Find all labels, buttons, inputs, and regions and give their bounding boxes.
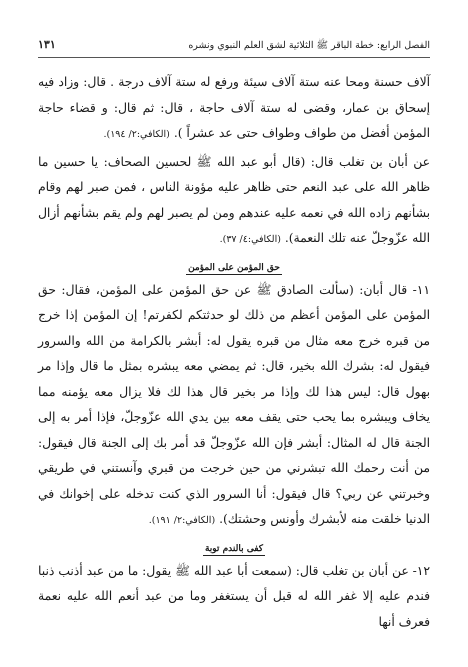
- paragraph-hadith-aban: [38, 150, 430, 253]
- citation: (الكافي:٤/ ٣٧).: [219, 234, 281, 245]
- document-page: [38, 38, 430, 657]
- paragraph-text: عن أبان بن تغلب قال: (قال أبو عبد الله ﷺ لحسين الصحاف: يا حسين ما ظاهر الله على عبد النعم حتى ظاهر عليه مؤونة الناس ، فمن صبر لهم وقام بشأنهم زاده الله في نعمه عليه عندهم ومن لم يصبر لهم ولم يقم بشأنهم أزال الله عزّوجلّ عنه تلك النعمة).: [38, 154, 430, 245]
- paragraph-text: آلاف حسنة ومحا عنه ستة آلاف سيئة ورفع له ستة آلاف درجة . قال: وزاد فيه إسحاق بن عمار، وقضى له ستة آلاف حاجة ، قال: ثم قال: و قضاء حاجة المؤمن أفضل من طواف وطواف حتى عد عشراً ).: [38, 75, 430, 140]
- paragraph-hadith-11: [38, 278, 430, 534]
- paragraph-text: ١١- قال أبان: (سألت الصادق ﷺ عن حق المؤمن على المؤمن، فقال: حق المؤمن على المؤمن أعظم من ذلك لو حدثتكم لكفرتم! إن المؤمن إذا خرج من قبره خرج معه مثال من قبره يقول له: أبشر بالكرامة من الله والسرور فيقول له: بشرك الله بخير، قال: ثم يمضي معه يبشره بمثل ما قال وإذا مر بهول قال: ليس هذا لك وإذا مر بخير قال هذا لك فلا يزال معه يؤمنه مما يخاف ويبشره بما يحب حتى يقف معه بين يدي الله عزّوجلّ، فإذا أمر به إلى الجنة قال له المثال: أبشر فإن الله عزّوجلّ قد أمر بك إلى الجنة قال فيقول: من أنت رحمك الله تبشرني من حين خرجت من قبري وآنستني في طريقي وخبرتني عن ربي؟ قال فيقول: أنا السرور الذي كنت تدخله على إخوانك في الدنيا خلقت منه لأبشرك وأونس وحشتك).: [38, 282, 430, 526]
- chapter-title: الفصل الرابع: خطة الباقر ﷺ الثلاثية لشق العلم النبوي ونشره: [188, 40, 430, 51]
- paragraph-hadith-continuation: [38, 70, 430, 148]
- paragraph-hadith-12: [38, 559, 430, 636]
- running-header: [38, 38, 430, 58]
- citation: (الكافي:٢/ ١٩٤).: [103, 129, 170, 140]
- citation: (الكافي:٢/ ١٩١).: [148, 515, 216, 526]
- section-heading-repentance: كفى بالندم توبة: [204, 543, 264, 554]
- paragraph-text: ١٢- عن أبان بن تغلب قال: (سمعت أبا عبد الله ﷺ يقول: ما من عبد أذنب ذنبا فندم عليه إلا غفر الله له قبل أن يستغفر وما من عبد أنعم الله عليه نعمة فعرف أنها: [38, 563, 430, 629]
- section-heading-believer-right: حق المؤمن على المؤمن: [188, 262, 280, 273]
- page-number: ١٣١: [38, 38, 56, 51]
